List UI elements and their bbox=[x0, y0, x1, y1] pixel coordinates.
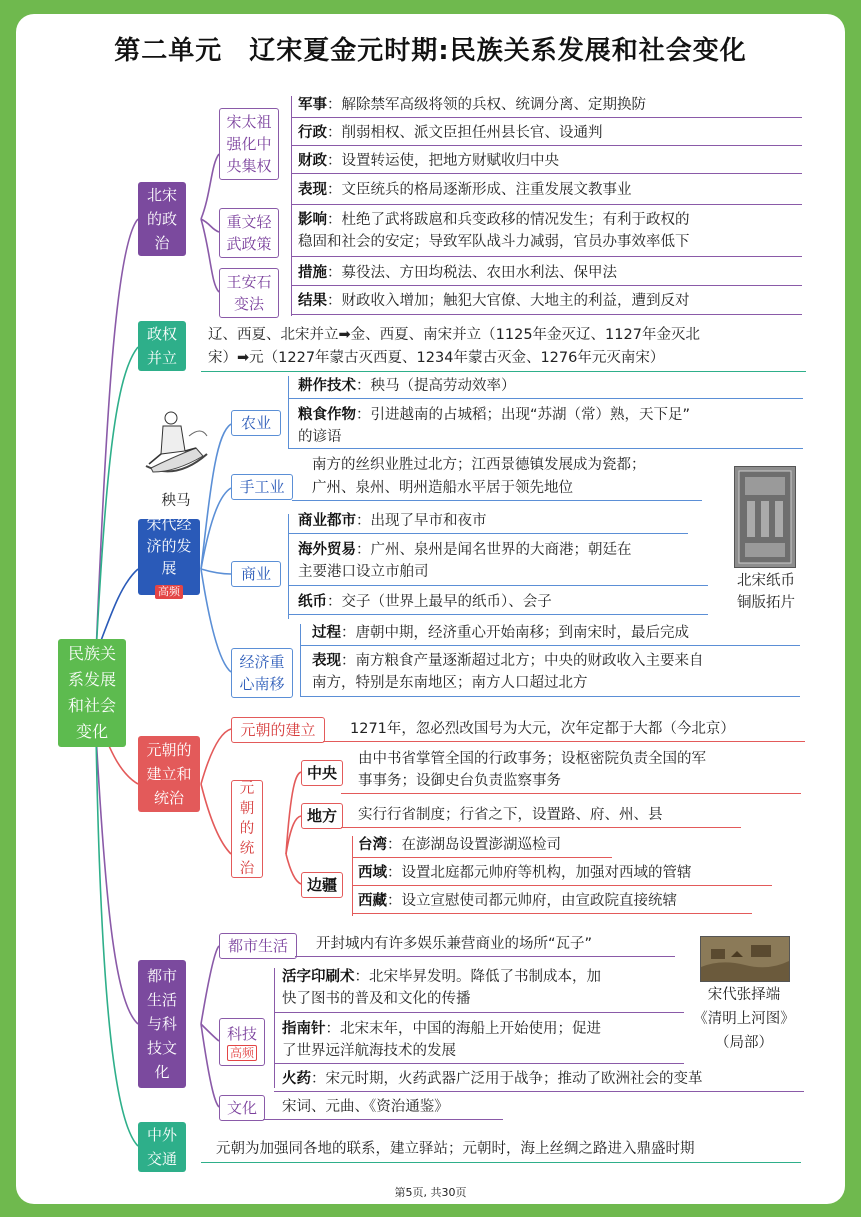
dushi-node: 都市生活与科技文化 bbox=[138, 960, 186, 1088]
shougong-line1: 南方的丝织业胜过北方；江西景德镇发展成为瓷都； bbox=[312, 457, 646, 473]
shangye-node: 商业 bbox=[231, 561, 281, 587]
beisong-jieguo: 结果：财政收入增加；触犯大官僚、大地主的利益，遭到反对 bbox=[298, 293, 690, 309]
difang-text: 实行行省制度；行省之下，设置路、府、州、县 bbox=[358, 807, 663, 823]
beisong-group-wenzhi: 重文轻武政策 bbox=[219, 208, 279, 258]
yuan-jianli-text: 1271年，忽必烈改国号为大元，次年定都于大都（今北京） bbox=[350, 721, 735, 737]
difang-node: 地方 bbox=[301, 803, 343, 829]
beisong-junshi: 军事：解除禁军高级将领的兵权、统调分离、定期换防 bbox=[298, 97, 646, 113]
beisong-xingzheng: 行政：削弱相权、派文臣担任州县长官、设通判 bbox=[298, 125, 603, 141]
qingming-caption-2: 《清明上河图》 bbox=[693, 1011, 795, 1027]
page-footer: 第5页, 共30页 bbox=[394, 1186, 467, 1199]
bianjiang-xizang: 西藏：设立宣慰使司都元帅府，由宣政院直接统辖 bbox=[358, 893, 677, 909]
shangye-haiwai: 海外贸易：广州、泉州是闻名世界的大商港；朝廷在 bbox=[298, 542, 632, 558]
shougongye-node: 手工业 bbox=[231, 474, 293, 500]
keji-huoyao: 火药：宋元时期，火药武器广泛用于战争；推动了欧洲社会的变革 bbox=[282, 1071, 703, 1087]
nongye-liangshi-2: 的谚语 bbox=[298, 429, 342, 445]
beisong-yingxiang: 影响：杜绝了武将跋扈和兵变政移的情况发生；有利于政权的 bbox=[298, 212, 690, 228]
zhengquan-line2: 宋）➡元（1227年蒙古灭西夏、1234年蒙古灭金、1276年元灭南宋） bbox=[208, 350, 665, 366]
yangma-illustration bbox=[141, 406, 211, 484]
zhongyang-line2: 事事务；设御史台负责监察事务 bbox=[358, 773, 561, 789]
bianjiang-xiyu: 西域：设置北庭都元帅府等机构，加强对西域的管辖 bbox=[358, 865, 692, 881]
keji-huozi: 活字印刷术：北宋毕昇发明。降低了书制成本，加 bbox=[282, 969, 601, 985]
zhongyang-node: 中央 bbox=[301, 760, 343, 786]
beisong-yingxiang-2: 稳固和社会的安定；导致军队战斗力减弱，官员办事效率低下 bbox=[298, 234, 690, 250]
shangye-haiwai-2: 主要港口设立市舶司 bbox=[298, 564, 429, 580]
zhengquan-node: 政权并立 bbox=[138, 321, 186, 371]
nanyi-node: 经济重心南移 bbox=[231, 648, 293, 698]
zhibi-caption-1: 北宋纸币 bbox=[737, 573, 795, 589]
nanyi-biaoxian: 表现：南方粮食产量逐渐超过北方；中央的财政收入主要来自 bbox=[312, 653, 704, 669]
beisong-caizheng: 财政：设置转运使，把地方财赋收归中央 bbox=[298, 153, 559, 169]
beisong-group-centralization: 宋太祖强化中央集权 bbox=[219, 108, 279, 180]
zhongyang-line1: 由中书省掌管全国的行政事务；设枢密院负责全国的军 bbox=[358, 751, 706, 767]
beisong-label: 北宋的政治 bbox=[146, 186, 177, 252]
keji-huozi-2: 快了图书的普及和文化的传播 bbox=[282, 991, 471, 1007]
yangma-caption: 秧马 bbox=[161, 493, 191, 509]
beisong-node bbox=[138, 182, 186, 256]
jingji-node: 宋代经济的发展 高频 bbox=[138, 519, 200, 595]
nanyi-biaoxian-2: 南方，特别是东南地区；南方人口超过北方 bbox=[312, 675, 588, 691]
root-node-label: 民族关系发展和社会变化 bbox=[67, 644, 116, 741]
nongye-liangshi: 粮食作物：引进越南的占城稻；出现“苏湖（常）熟，天下足” bbox=[298, 407, 691, 423]
zhibi-caption-2: 铜版拓片 bbox=[737, 595, 795, 611]
shenghuo-node: 都市生活 bbox=[219, 933, 297, 959]
keji-hot-tag: 高频 bbox=[227, 1045, 257, 1061]
beisong-group-bianfa: 王安石变法 bbox=[219, 268, 279, 318]
keji-zhinan: 指南针：北宋末年，中国的海船上开始使用；促进 bbox=[282, 1021, 601, 1037]
keji-node: 科技 高频 bbox=[219, 1018, 265, 1066]
keji-zhinan-2: 了世界远洋航海技术的发展 bbox=[282, 1043, 456, 1059]
page bbox=[16, 14, 845, 1204]
shangye-zhibi: 纸币：交子（世界上最早的纸币）、会子 bbox=[298, 594, 552, 610]
wenhua-text: 宋词、元曲、《资治通鉴》 bbox=[282, 1099, 449, 1115]
nanyi-guocheng: 过程：唐朝中期，经济重心开始南移；到南宋时，最后完成 bbox=[312, 625, 689, 641]
qingming-caption-1: 宋代张择端 bbox=[707, 987, 781, 1003]
qingming-caption-3: （局部） bbox=[715, 1035, 773, 1051]
yuan-jianli-node: 元朝的建立 bbox=[231, 717, 325, 743]
shougong-line2: 广州、泉州、明州造船水平居于领先地位 bbox=[312, 480, 573, 496]
page-title: 第二单元 辽宋夏金元时期:民族关系发展和社会变化 bbox=[114, 36, 747, 66]
zhibi-rubbing-image bbox=[734, 466, 796, 568]
zhengquan-line1: 辽、西夏、北宋并立➡金、西夏、南宋并立（1125年金灭辽、1127年金灭北 bbox=[208, 327, 700, 343]
root-node bbox=[58, 639, 126, 747]
beisong-cuoshi: 措施：募役法、方田均税法、农田水利法、保甲法 bbox=[298, 265, 617, 281]
shenghuo-text: 开封城内有许多娱乐兼营商业的场所“瓦子” bbox=[316, 936, 593, 952]
yuan-node: 元朝的建立和统治 bbox=[138, 736, 200, 812]
bianjiang-taiwan: 台湾：在澎湖岛设置澎湖巡检司 bbox=[358, 837, 561, 853]
yuan-tongzhi-node: 元朝的统治 bbox=[231, 780, 263, 878]
bianjiang-node: 边疆 bbox=[301, 872, 343, 898]
nongye-gengzuo: 耕作技术：秧马（提高劳动效率） bbox=[298, 378, 516, 394]
beisong-biaoxian: 表现：文臣统兵的格局逐渐形成、注重发展文教事业 bbox=[298, 182, 632, 198]
zhongwai-text: 元朝为加强同各地的联系，建立驿站；元朝时，海上丝绸之路进入鼎盛时期 bbox=[216, 1141, 695, 1157]
qingming-painting-image bbox=[700, 936, 790, 982]
nongye-node: 农业 bbox=[231, 410, 281, 436]
shangye-dushi: 商业都市：出现了早市和夜市 bbox=[298, 513, 487, 529]
wenhua-node: 文化 bbox=[219, 1095, 265, 1121]
jingji-hot-tag: 高频 bbox=[155, 585, 183, 599]
zhongwai-node: 中外交通 bbox=[138, 1122, 186, 1172]
